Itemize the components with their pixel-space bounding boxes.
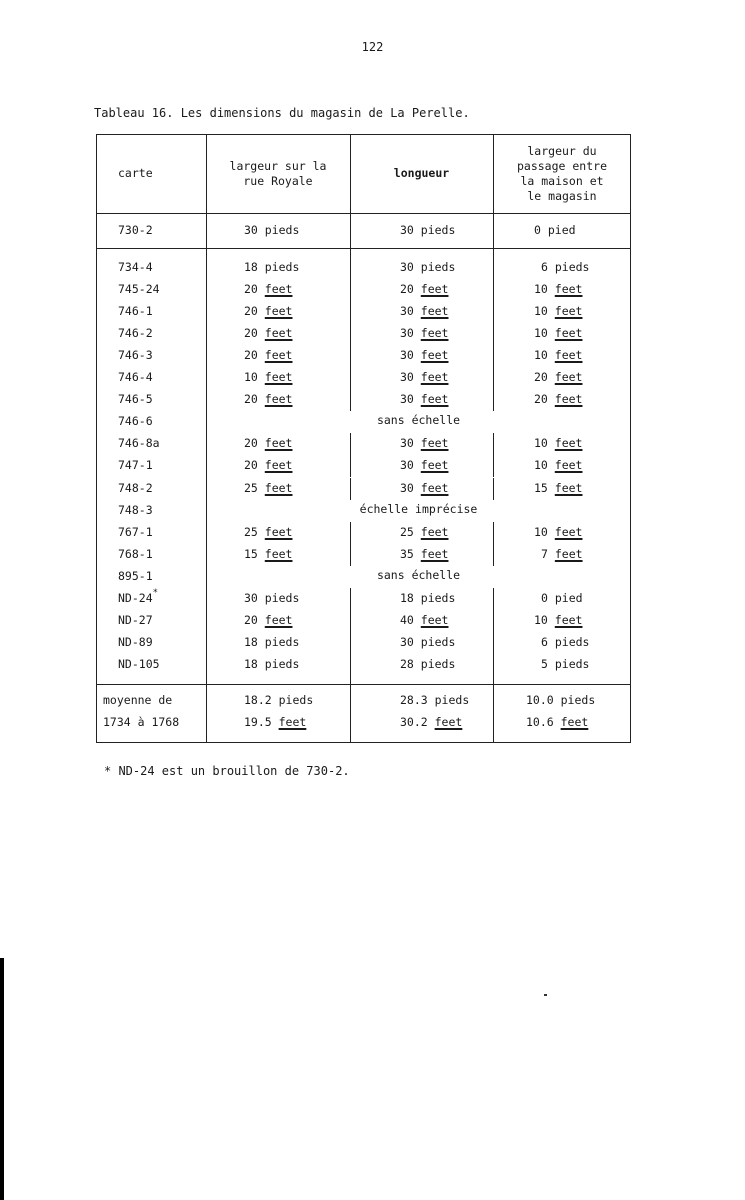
cell-longueur: 30 feet — [400, 458, 449, 473]
header-line: rue Royale — [243, 173, 313, 188]
page-number: 122 — [361, 40, 384, 54]
cell-carte: 746-2 — [118, 326, 153, 341]
cell-longueur: 28 pieds — [400, 656, 456, 671]
cell-longueur: 30 feet — [400, 304, 449, 319]
cell-longueur: 30 feet — [400, 326, 449, 341]
cell-passage: 10 feet — [534, 326, 583, 341]
column-divider-segment — [493, 544, 494, 566]
header-passage — [493, 144, 631, 204]
average-passage: 10.6 feet — [526, 715, 589, 729]
column-divider-segment — [350, 389, 351, 411]
column-divider-segment — [493, 257, 494, 279]
column-divider-segment — [350, 544, 351, 566]
cell-longueur: 30 pieds — [400, 223, 456, 237]
cell-passage: 10 feet — [534, 612, 583, 627]
cell-passage: 6 pieds — [541, 260, 590, 274]
column-divider-2-bottom — [350, 684, 351, 743]
header-line: passage entre — [516, 158, 607, 173]
cell-largeur: 20 feet — [244, 282, 293, 297]
column-divider-segment — [350, 248, 351, 259]
cell-carte: 746-3 — [118, 348, 153, 363]
column-divider-segment — [493, 455, 494, 477]
header-line: carte — [118, 166, 153, 180]
column-divider-segment — [350, 610, 351, 632]
cell-passage: 5 pieds — [541, 656, 590, 671]
average-longueur: 28.3 pieds — [400, 693, 470, 707]
header-line: largeur sur la — [229, 158, 327, 173]
cell-passage: 10 feet — [534, 524, 583, 539]
average-label: 1734 à 1768 — [103, 715, 180, 729]
header-divider — [96, 213, 631, 214]
cell-passage: 10 feet — [534, 348, 583, 363]
column-divider-segment — [493, 345, 494, 367]
cell-largeur: 20 feet — [244, 458, 293, 473]
cell-longueur: 30 feet — [400, 370, 449, 385]
column-divider-segment — [493, 522, 494, 544]
average-largeur: 19.5 feet — [244, 715, 307, 729]
cell-longueur: 30 feet — [400, 480, 449, 495]
footnote: * ND-24 est un brouillon de 730-2. — [104, 764, 350, 778]
cell-largeur: 20 feet — [244, 436, 293, 451]
footnote-marker: * — [152, 587, 159, 598]
column-divider-segment — [350, 279, 351, 301]
header-largeur — [206, 159, 350, 189]
cell-largeur: 30 pieds — [244, 590, 300, 605]
column-divider-segment — [493, 323, 494, 345]
column-divider-segment — [350, 632, 351, 654]
column-divider-segment — [493, 301, 494, 323]
column-divider-segment — [350, 257, 351, 279]
average-label: moyenne de — [103, 693, 173, 707]
first-row-divider — [96, 248, 631, 249]
cell-passage: 10 feet — [534, 458, 583, 473]
column-divider-segment — [350, 676, 351, 684]
cell-carte: 746-5 — [118, 392, 153, 407]
column-divider-2-top — [350, 134, 351, 249]
cell-largeur: 18 pieds — [244, 634, 300, 649]
cell-carte: ND-24* — [118, 587, 159, 605]
column-divider-segment — [493, 367, 494, 389]
cell-carte: 734-4 — [118, 260, 153, 274]
cell-longueur: 30 feet — [400, 392, 449, 407]
column-divider-segment — [350, 323, 351, 345]
cell-largeur: 20 feet — [244, 326, 293, 341]
cell-longueur: 25 feet — [400, 524, 449, 539]
cell-passage: 10 feet — [534, 436, 583, 451]
cell-largeur: 20 feet — [244, 392, 293, 407]
cell-carte: 746-4 — [118, 370, 153, 385]
column-divider-segment — [493, 632, 494, 654]
cell-carte: 747-1 — [118, 458, 153, 473]
cell-longueur: 30 feet — [400, 348, 449, 363]
header-line: la maison et — [520, 173, 604, 188]
column-divider-segment — [493, 676, 494, 684]
cell-carte: ND-89 — [118, 634, 153, 649]
cell-carte: 730-2 — [118, 223, 153, 237]
scan-edge-shadow — [0, 958, 4, 1200]
table-caption: Tableau 16. Les dimensions du magasin de La Perelle. — [94, 106, 470, 120]
average-passage: 10.0 pieds — [526, 693, 596, 707]
column-divider-segment — [350, 433, 351, 455]
column-divider-1 — [206, 134, 207, 743]
cell-largeur: 18 pieds — [244, 656, 300, 671]
cell-carte: ND-105 — [118, 656, 160, 671]
cell-longueur: 20 feet — [400, 282, 449, 297]
average-largeur: 18.2 pieds — [244, 693, 314, 707]
header-line: longueur — [393, 166, 450, 180]
average-divider — [96, 684, 631, 685]
cell-passage: 7 feet — [541, 546, 583, 561]
column-divider-segment — [350, 301, 351, 323]
header-longueur — [350, 166, 493, 181]
cell-note: échelle imprécise — [359, 501, 478, 516]
cell-passage: 20 feet — [534, 392, 583, 407]
cell-longueur: 30 pieds — [400, 260, 456, 274]
cell-note: sans échelle — [376, 413, 461, 428]
column-divider-segment — [493, 279, 494, 301]
column-divider-segment — [350, 522, 351, 544]
column-divider-segment — [493, 433, 494, 455]
cell-passage: 6 pieds — [541, 634, 590, 649]
cell-largeur: 10 feet — [244, 370, 293, 385]
cell-longueur: 18 pieds — [400, 590, 456, 605]
cell-longueur: 30 pieds — [400, 634, 456, 649]
cell-carte: 895-1 — [118, 568, 153, 583]
column-divider-segment — [493, 248, 494, 259]
cell-carte: 746-1 — [118, 304, 153, 319]
column-divider-segment — [350, 367, 351, 389]
cell-largeur: 20 feet — [244, 304, 293, 319]
cell-largeur: 30 pieds — [244, 223, 300, 237]
cell-largeur: 25 feet — [244, 524, 293, 539]
cell-carte: 746-6 — [118, 414, 153, 429]
cell-carte: 745-24 — [118, 282, 160, 297]
cell-carte: 748-3 — [118, 502, 153, 517]
cell-passage: 10 feet — [534, 304, 583, 319]
cell-carte: 748-2 — [118, 480, 153, 495]
cell-carte: 768-1 — [118, 546, 153, 561]
cell-carte: 767-1 — [118, 524, 153, 539]
cell-largeur: 15 feet — [244, 546, 293, 561]
cell-longueur: 35 feet — [400, 546, 449, 561]
cell-largeur: 25 feet — [244, 480, 293, 495]
column-divider-segment — [350, 455, 351, 477]
cell-carte: ND-27 — [118, 612, 153, 627]
column-divider-segment — [493, 610, 494, 632]
column-divider-segment — [493, 654, 494, 676]
column-divider-segment — [350, 345, 351, 367]
cell-carte: 746-8a — [118, 436, 160, 451]
cell-longueur: 30 feet — [400, 436, 449, 451]
average-longueur: 30.2 feet — [400, 715, 463, 729]
cell-passage: 0 pied — [541, 590, 583, 605]
cell-passage: 0 pied — [534, 223, 576, 237]
header-line: largeur du — [527, 143, 597, 158]
column-divider-segment — [493, 478, 494, 500]
column-divider-segment — [493, 588, 494, 610]
cell-largeur: 20 feet — [244, 348, 293, 363]
cell-largeur: 18 pieds — [244, 260, 300, 274]
column-divider-segment — [350, 588, 351, 610]
column-divider-3-bottom — [493, 684, 494, 743]
cell-passage: 20 feet — [534, 370, 583, 385]
cell-passage: 10 feet — [534, 282, 583, 297]
cell-passage: 15 feet — [534, 480, 583, 495]
column-divider-segment — [350, 654, 351, 676]
scan-speck — [544, 994, 547, 996]
header-line: le magasin — [527, 188, 597, 203]
column-divider-segment — [493, 389, 494, 411]
cell-largeur: 20 feet — [244, 612, 293, 627]
cell-longueur: 40 feet — [400, 612, 449, 627]
cell-note: sans échelle — [376, 567, 461, 582]
column-divider-segment — [350, 478, 351, 500]
